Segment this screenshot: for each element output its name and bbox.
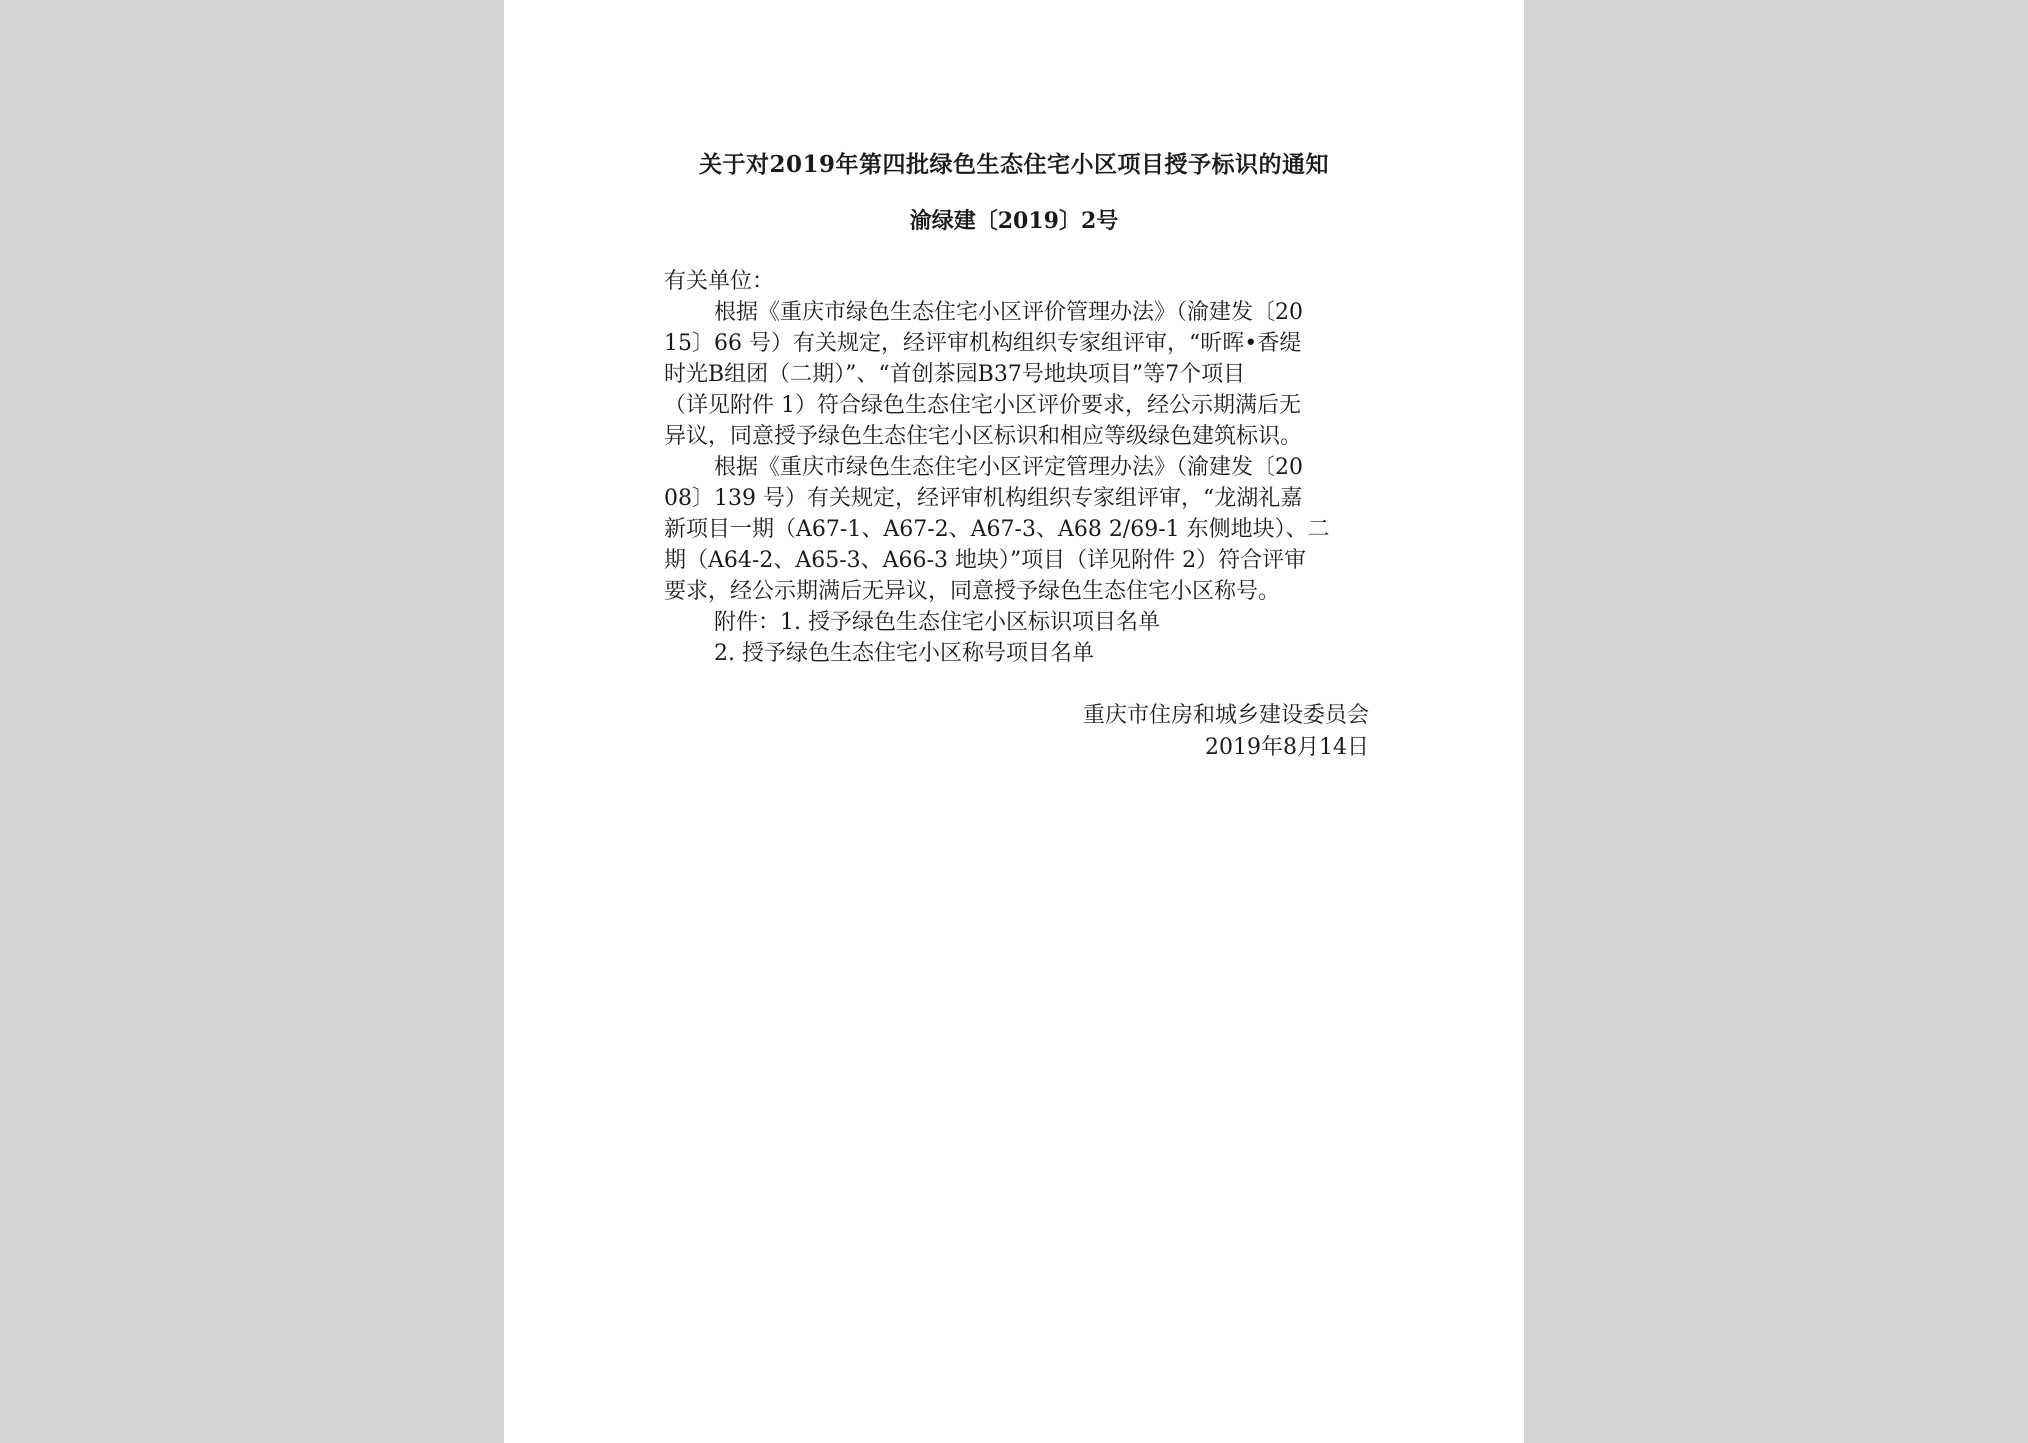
- paragraph-line: 新项目一期（A67-1、A67-2、A67-3、A68 2/69-1 东侧地块）、二: [664, 517, 1330, 542]
- paragraph-line: 08〕139 号）有关规定，经评审机构组织专家组评审，“龙湖礼嘉: [664, 486, 1303, 511]
- paragraph-1: [664, 297, 1369, 452]
- paragraph-2: [664, 452, 1369, 607]
- signature-date: 2019年8月14日: [1205, 735, 1369, 760]
- attachment-1: 附件：1. 授予绿色生态住宅小区标识项目名单: [714, 610, 1160, 635]
- paragraph-line: 要求，经公示期满后无异议，同意授予绿色生态住宅小区称号。: [664, 579, 1281, 604]
- paragraph-line: 时光B组团（二期）”、“首创茶园B37号地块项目”等7个项目: [664, 362, 1246, 387]
- document-page: [504, 0, 1524, 1443]
- paragraph-line: （详见附件 1）符合绿色生态住宅小区评价要求，经公示期满后无: [664, 393, 1301, 418]
- paragraph-line: 根据《重庆市绿色生态住宅小区评定管理办法》（渝建发〔20: [714, 455, 1303, 480]
- document-title: 关于对2019年第四批绿色生态住宅小区项目授予标识的通知: [698, 151, 1329, 178]
- paragraph-line: 15〕66 号）有关规定，经评审机构组织专家组评审，“昕晖•香缇: [664, 331, 1302, 356]
- document-body: [664, 266, 1369, 669]
- paragraph-line: 期（A64-2、A65-3、A66-3 地块）”项目（详见附件 2）符合评审: [664, 548, 1307, 573]
- paragraph-line: 根据《重庆市绿色生态住宅小区评价管理办法》（渝建发〔20: [714, 300, 1303, 325]
- paragraph-line: 异议，同意授予绿色生态住宅小区标识和相应等级绿色建筑标识。: [664, 424, 1303, 449]
- signature-organization: 重庆市住房和城乡建设委员会: [1082, 703, 1369, 728]
- document-number: 渝绿建〔2019〕2号: [909, 208, 1119, 234]
- salutation: 有关单位：: [664, 269, 775, 294]
- attachment-2: 2. 授予绿色生态住宅小区称号项目名单: [714, 641, 1094, 666]
